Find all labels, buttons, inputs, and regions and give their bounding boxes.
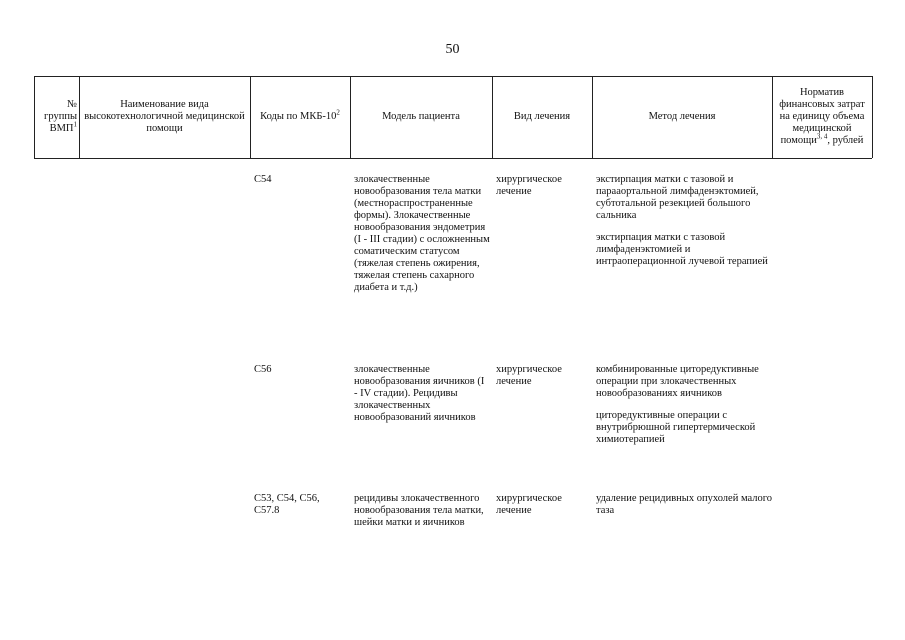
footnote-marker: 2 bbox=[336, 108, 340, 117]
header-treatment-method-text: Метод лечения bbox=[648, 111, 716, 122]
header-treatment-type bbox=[492, 76, 592, 158]
row-2-patient-model: злокачественные новообразования яичников (I - IV стадии). Рецидивы злокачественных новообразований яичников bbox=[354, 364, 485, 423]
treatment-method: экстирпация матки с тазовой и парааортальной лимфаденэктомией, субтотальной резекцией большого сальника bbox=[596, 174, 759, 221]
row-2-methods bbox=[596, 364, 766, 456]
header-patient-model-text: Модель пациента bbox=[382, 111, 460, 122]
treatment-method: циторедуктивные операции с внутрибрюшной гипертермической химиотерапией bbox=[596, 410, 756, 445]
header-divider bbox=[872, 76, 873, 158]
treatment-method: комбинированные циторедуктивные операции при злокачественных новообразованиях яичников bbox=[596, 364, 759, 399]
treatment-method: удаление рецидивных опухолей малого таза bbox=[596, 493, 773, 516]
header-care-type-text: Наименование вида высокотехнологичной медицинской помощи bbox=[84, 99, 245, 134]
header-group-number-text: № группы ВМП bbox=[44, 99, 77, 134]
header-treatment-type-text: Вид лечения bbox=[513, 111, 571, 122]
row-3-codes: C53, C54, C56, C57.8 bbox=[254, 493, 320, 516]
treatment-method: экстирпация матки с тазовой лимфаденэктомией и интраоперационной лучевой терапией bbox=[596, 232, 768, 267]
header-care-type bbox=[79, 76, 250, 158]
row-3-treatment-type: хирургическое лечение bbox=[496, 493, 562, 516]
header-icd-codes-text: Коды по МКБ-10 bbox=[260, 111, 337, 122]
header-cost-standard-suffix: , рублей bbox=[827, 135, 864, 146]
row-3-patient-model: рецидивы злокачественного новообразования тела матки, шейки матки и яичников bbox=[354, 493, 484, 528]
header-treatment-method bbox=[592, 76, 772, 158]
page-number: 50 bbox=[445, 42, 460, 57]
footnote-marker: 3, 4 bbox=[816, 132, 828, 141]
header-cost-standard-text: Норматив финансовых затрат на единицу объема медицинской помощи bbox=[779, 87, 865, 146]
header-bottom-rule bbox=[34, 158, 872, 159]
row-1-codes: C54 bbox=[254, 174, 272, 185]
header-cost-standard bbox=[772, 76, 872, 158]
header-patient-model bbox=[350, 76, 492, 158]
footnote-marker: 1 bbox=[73, 120, 77, 129]
row-2-codes: C56 bbox=[254, 364, 272, 375]
row-3-methods bbox=[596, 493, 774, 527]
row-1-treatment-type: хирургическое лечение bbox=[496, 174, 562, 197]
header-icd-codes bbox=[250, 76, 350, 158]
row-1-methods bbox=[596, 174, 774, 278]
row-2-treatment-type: хирургическое лечение bbox=[496, 364, 562, 387]
header-group-number bbox=[34, 76, 79, 158]
row-1-patient-model: злокачественные новообразования тела матки (местнораспространенные формы). Злокачественные новообразования эндометрия (I - III стадии) с осложненным соматическим статусом (тяжелая степень ожирения, тяжелая степень сахарного диабета и т.д.) bbox=[354, 174, 490, 293]
